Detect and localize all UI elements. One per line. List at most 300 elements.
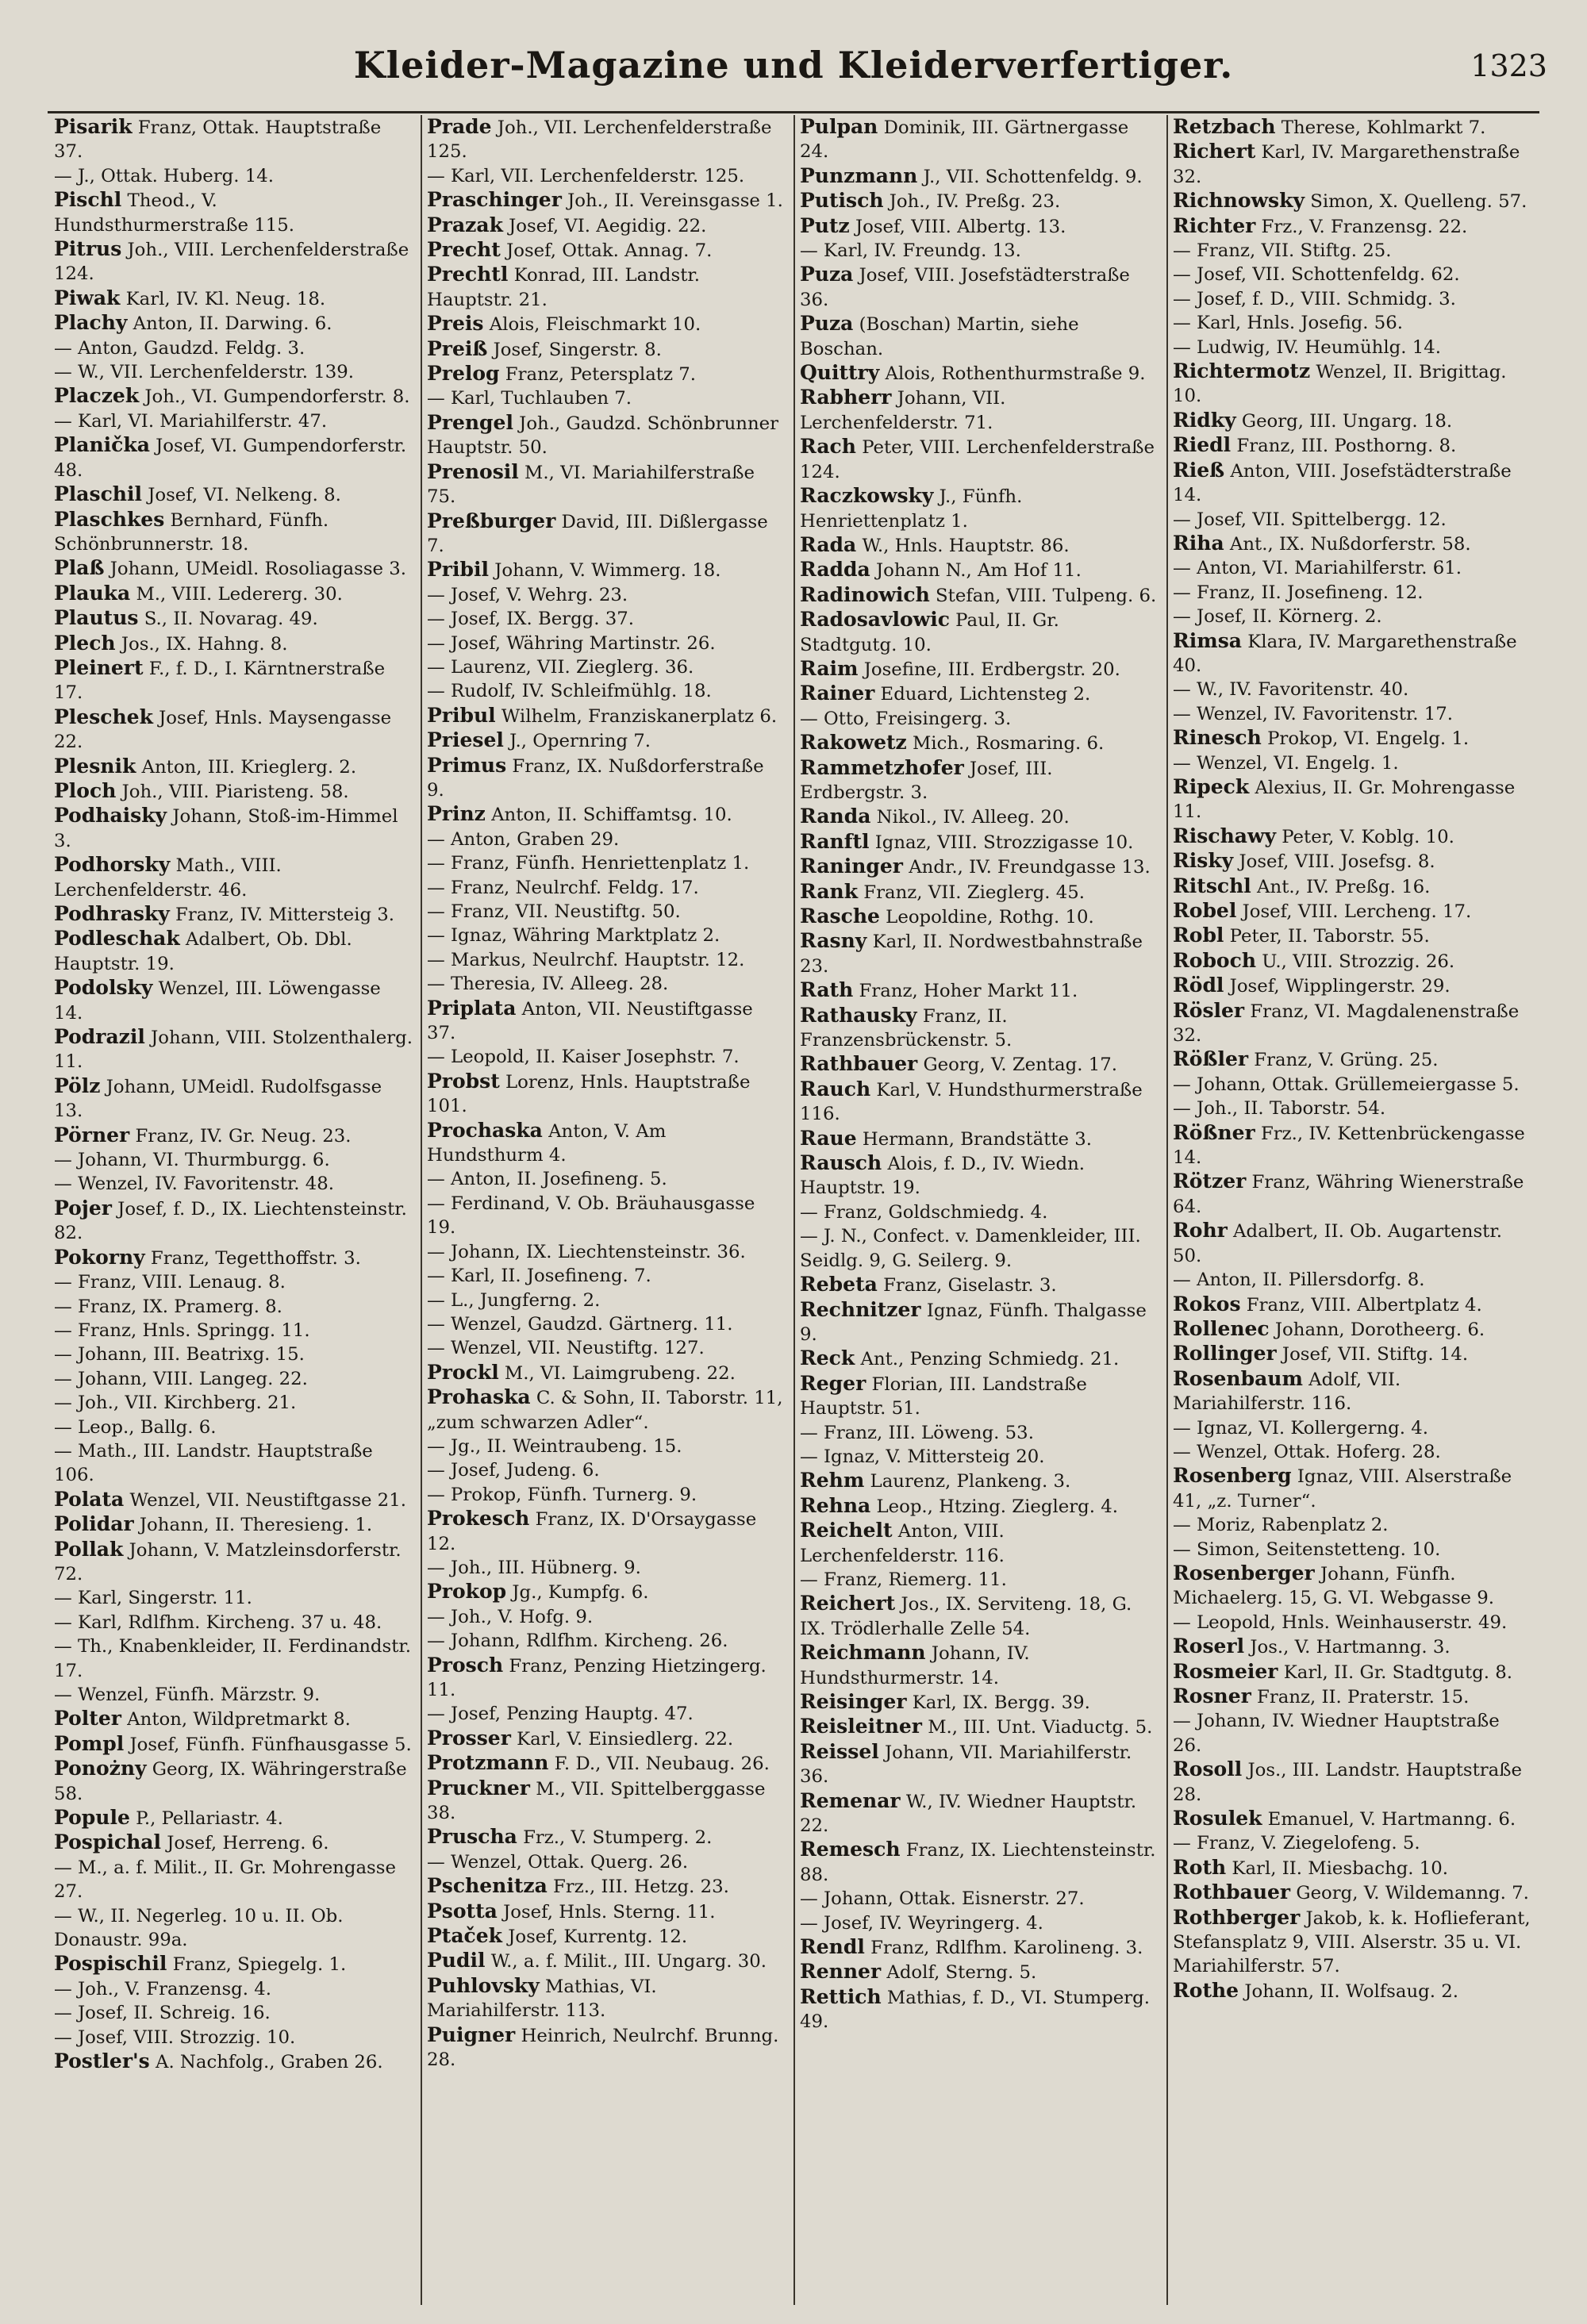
entry-name: Rausch [800,1151,882,1175]
entry-name: Pschenitza [427,1874,548,1898]
directory-entry [800,608,1159,657]
directory-entry [800,164,1159,189]
header-rule [48,111,1539,113]
entry-details: — Franz, Hnls. Springg. 11. [54,1319,310,1341]
entry-name: Rinesch [1173,726,1262,750]
directory-entry [800,1200,1159,1224]
directory-entry [427,997,786,1046]
entry-details: — Wenzel, IV. Favoritenstr. 17. [1173,703,1454,724]
entry-name: Rieß [1173,458,1225,482]
entry-details: — Jg., II. Weintraubeng. 15. [427,1435,682,1457]
directory-entry [800,1838,1159,1887]
entry-details: Ignaz, Fünfh. Thalgasse 9. [800,1300,1147,1345]
entry-name: Raninger [800,855,903,878]
directory-entry [1173,1170,1533,1219]
directory-entry [800,1789,1159,1838]
entry-name: Rauch [800,1077,871,1101]
entry-name: Rosulek [1173,1807,1262,1830]
entry-details: Joh., VIII. Lerchenfelderstraße 124. [54,240,409,285]
directory-entry [800,1372,1159,1421]
directory-entry [1173,1440,1533,1464]
entry-name: Placzek [54,384,140,408]
directory-entry [800,1641,1159,1690]
entry-details: F., f. D., I. Kärntnerstraße 17. [54,658,386,704]
entry-details: — Joh., III. Hübnerg. 9. [427,1557,641,1578]
entry-details: — Joh., II. Taborstr. 54. [1173,1098,1386,1120]
entry-name: Rößler [1173,1047,1249,1071]
entry-name: Prazak [427,213,503,236]
entry-details: Franz, IX. D'Orsaygasse 12. [427,1509,757,1554]
entry-name: Rosenberg [1173,1464,1292,1488]
entry-details: Ant., Penzing Schmiedg. 21. [855,1349,1120,1370]
entry-details: Ant., IV. Preßg. 16. [1251,876,1431,897]
entry-details: Franz, VII. Zieglerg. 45. [858,882,1085,903]
directory-entry [427,1777,786,1826]
entry-details: Eduard, Lichtensteg 2. [874,684,1091,705]
entry-name: Podhrasky [54,902,170,925]
directory-entry [54,1634,413,1683]
entry-name: Pospischil [54,1952,167,1976]
entry-details: — W., II. Negerleg. 10 u. II. Ob. Donaustr. 99a. [54,1905,344,1951]
entry-name: Postler's [54,2049,150,2073]
entry-details: Franz, Tegetthoffstr. 3. [144,1247,361,1269]
entry-details: Franz, IX. Nußdorferstraße 9. [427,755,764,801]
entry-name: Preßburger [427,509,556,532]
directory-entry [800,239,1159,263]
entry-details: Georg, V. Zentag. 17. [917,1054,1117,1076]
directory-entry [427,164,786,188]
entry-details: Adolf, VII. Mariahilferstr. 116. [1173,1369,1401,1415]
entry-name: Pulpan [800,115,878,138]
directory-entry [1173,1268,1533,1292]
directory-entry [427,1483,786,1507]
entry-details: Josef, Singerstr. 8. [487,339,662,360]
directory-entry [427,337,786,362]
entry-details: — Karl, Rdlfhm. Kircheng. 37 u. 48. [54,1611,382,1633]
directory-entry [54,1683,413,1707]
entry-details: Franz, Ottak. Hauptstraße 37. [54,117,382,163]
entry-details: Josef, VII. Stiftg. 14. [1276,1344,1469,1366]
entry-details: — Josef, Judeng. 6. [427,1460,600,1481]
directory-entry [427,238,786,263]
entry-name: Priplata [427,996,517,1020]
directory-entry [54,927,413,976]
directory-entry [54,656,413,705]
entry-details: — Josef, f. D., VIII. Schmidg. 3. [1173,288,1456,309]
entry-name: Prochaska [427,1118,543,1142]
entry-details: — Ludwig, IV. Heumühlg. 14. [1173,336,1441,358]
directory-entry [54,1416,413,1439]
directory-entry [427,754,786,803]
entry-name: Richter [1173,213,1256,237]
entry-details: — M., a. f. Milit., II. Gr. Mohrengasse 27. [54,1857,396,1903]
entry-name: Rollenec [1173,1316,1270,1340]
directory-entry [800,1690,1159,1715]
directory-entry [54,1707,413,1731]
entry-details: Franz, Penzing Hietzingerg. 11. [427,1655,767,1700]
directory-entry [54,1586,413,1610]
entry-details: — Leopold, II. Kaiser Josephstr. 7. [427,1047,740,1068]
entry-details: Jakob, k. k. Hoflieferant, Stefansplatz 9, VIII. Alserstr. 35 u. VI. Mariahilferstr. 57. [1173,1907,1531,1977]
entry-name: Reisleitner [800,1715,922,1738]
directory-entry [1173,1807,1533,1831]
entry-name: Pleinert [54,655,144,679]
entry-name: Prosch [427,1653,504,1677]
directory-entry [1173,1611,1533,1634]
entry-details: — Wenzel, VII. Neustiftg. 127. [427,1338,705,1359]
column-2 [422,115,795,2305]
directory-entry [1173,1219,1533,1268]
directory-entry [800,558,1159,582]
entry-details: Johann, VII. Mariahilferstr. 36. [800,1742,1132,1788]
entry-details: Ant., IX. Nußdorferstr. 58. [1224,533,1471,555]
directory-entry [1173,311,1533,335]
entry-details: — Karl, Tuchlauben 7. [427,388,632,409]
entry-details: — Joh., V. Franzensg. 4. [54,1978,272,1999]
entry-name: Plesnik [54,754,136,778]
entry-name: Pudil [427,1949,486,1973]
entry-details: Johann, UMeidl. Rosoliagasse 3. [104,559,407,580]
directory-entry [427,1949,786,1973]
directory-entry [1173,1121,1533,1170]
directory-entry [54,1343,413,1366]
directory-entry [1173,1660,1533,1684]
entry-details: Frz., IV. Kettenbrückengasse 14. [1173,1123,1525,1169]
directory-entry [1173,336,1533,359]
entry-details: Josef, VI. Gumpendorferstr. 48. [54,436,407,481]
entry-name: Robel [1173,899,1237,922]
directory-entry [1173,1979,1533,2003]
entry-details: Josef, Herreng. 6. [160,1833,329,1854]
entry-details: — Franz, V. Ziegelofeng. 5. [1173,1833,1420,1854]
directory-entry [1173,1880,1533,1905]
directory-entry [1173,824,1533,849]
entry-details: — Moriz, Rabenplatz 2. [1173,1515,1389,1536]
entry-details: Adalbert, Ob. Dbl. Hauptstr. 19. [54,929,352,974]
directory-entry [54,1806,413,1830]
entry-name: Rosner [1173,1684,1251,1707]
entry-details: Franz, IX. Liechtensteinstr. 88. [800,1840,1156,1885]
directory-entry [1173,999,1533,1048]
directory-entry [1173,214,1533,239]
directory-entry [54,2001,413,2025]
entry-name: Reichelt [800,1519,893,1542]
entry-name: Plauka [54,581,131,605]
directory-entry [427,1605,786,1629]
entry-name: Rokos [1173,1292,1241,1316]
entry-details: Florian, III. Landstraße Hauptstr. 51. [800,1373,1087,1419]
entry-details: — Johann, III. Beatrixg. 15. [54,1344,305,1366]
directory-entry [800,1077,1159,1127]
entry-details: — W., IV. Favoritenstr. 40. [1173,679,1409,701]
directory-entry [54,1757,413,1806]
entry-details: — Johann, Rdlfhm. Kircheng. 26. [427,1631,728,1652]
entry-name: Rödl [1173,974,1224,997]
entry-details: A. Nachfolg., Graben 26. [149,2052,383,2073]
directory-entry [427,1507,786,1556]
entry-details: Frz., III. Hetzg. 23. [547,1876,729,1898]
entry-details: Heinrich, Neulrchf. Brunng. 28. [427,2025,779,2071]
entry-details: Franz, VI. Magdalenenstraße 32. [1173,1001,1520,1047]
entry-details: M., VII. Spittelberggasse 38. [427,1778,766,1824]
entry-name: Rammetzhofer [800,755,964,779]
directory-entry [1173,409,1533,433]
entry-details: Josefine, III. Erdbergstr. 20. [858,659,1120,680]
entry-name: Polata [54,1487,125,1511]
directory-entry [427,1874,786,1899]
entry-details: — Josef, IV. Weyringerg. 4. [800,1912,1043,1934]
entry-details: Anton, V. Am Hundsthurm 4. [427,1120,667,1166]
entry-details: Josef, VIII. Josefstädterstraße 36. [800,265,1130,310]
entry-details: Mathias, VI. Mariahilferstr. 113. [427,1976,657,2022]
directory-entry [1173,1906,1533,1979]
directory-entry [54,1270,413,1294]
entry-details: Paul, II. Gr. Stadtgutg. 10. [800,610,1059,655]
entry-details: C. & Sohn, II. Taborstr. 11, „zum schwarzen Adler“. [427,1388,783,1433]
directory-entry [54,1295,413,1319]
directory-entry [54,1732,413,1757]
entry-details: Konrad, III. Landstr. Hauptstr. 21. [427,265,700,310]
entry-details: — Prokop, Fünfh. Turnerg. 9. [427,1484,697,1505]
directory-entry [427,728,786,753]
entry-details: Josef, Kurrentg. 12. [502,1926,688,1948]
entry-name: Prohaska [427,1385,531,1409]
directory-entry [1173,1634,1533,1659]
entry-details: Georg, IX. Währingerstraße 58. [54,1759,407,1804]
entry-details: — Anton, Gaudzd. Feldg. 3. [54,337,305,359]
entry-details: Johann, II. Wolfsaug. 2. [1239,1980,1458,2002]
entry-details: Frz., V. Franzensg. 22. [1255,216,1468,237]
entry-details: — Leopold, Hnls. Weinhauserstr. 49. [1173,1611,1508,1633]
directory-entry [54,2049,413,2074]
entry-details: Therese, Kohlmarkt 7. [1275,117,1486,138]
entry-name: Rendl [800,1935,865,1959]
entry-details: Franz, Spiegelg. 1. [167,1954,347,1976]
directory-entry [1173,1561,1533,1611]
entry-details: Franz, Giselastr. 3. [877,1275,1057,1296]
entry-name: Rada [800,532,857,556]
directory-entry [1173,1416,1533,1440]
entry-name: Pollak [54,1537,124,1561]
entry-name: Polidar [54,1512,134,1536]
entry-details: Andr., IV. Freundgasse 13. [902,857,1151,878]
directory-entry [427,2023,786,2072]
entry-name: Plaschkes [54,507,165,531]
entry-details: Simon, X. Quelleng. 57. [1304,191,1527,213]
directory-entry [54,1148,413,1172]
directory-entry [427,1556,786,1580]
directory-entry [54,1439,413,1488]
directory-entry [54,286,413,311]
directory-entry [800,1494,1159,1519]
directory-entry [54,433,413,482]
entry-name: Prockl [427,1360,499,1384]
directory-entry [800,214,1159,239]
entry-details: Franz, IV. Gr. Neug. 23. [129,1125,352,1147]
directory-entry [427,655,786,679]
entry-details: Peter, VIII. Lerchenfelderstraße 124. [800,437,1155,482]
directory-entry [800,731,1159,755]
entry-details: Franz, II. Praterstr. 15. [1251,1687,1470,1707]
directory-entry [1173,849,1533,874]
entry-name: Richtermotz [1173,359,1311,383]
page-number: 1323 [1470,48,1547,83]
directory-entry [427,1924,786,1949]
directory-entry [1173,189,1533,213]
directory-entry [54,311,413,336]
entry-name: Rothberger [1173,1905,1301,1929]
directory-entry [54,804,413,853]
entry-name: Prokesch [427,1507,530,1531]
entry-name: Risky [1173,849,1234,873]
directory-entry [1173,239,1533,263]
entry-name: Pleschek [54,705,153,728]
directory-entry [54,1319,413,1343]
entry-name: Rosoll [1173,1757,1243,1781]
directory-entry [1173,899,1533,924]
entry-details: Emanuel, V. Hartmanng. 6. [1262,1809,1516,1830]
directory-entry [1173,1367,1533,1416]
directory-entry [800,263,1159,312]
directory-entry [800,1469,1159,1493]
entry-name: Protzmann [427,1751,549,1775]
entry-name: Pitrus [54,237,122,261]
entry-details: Alois, f. D., IV. Wiedn. Hauptstr. 19. [800,1154,1086,1199]
entry-details: Josef, Hnls. Maysengasse 22. [54,707,392,753]
entry-name: Plautus [54,606,139,630]
entry-name: Pörner [54,1123,130,1147]
entry-name: Preis [427,312,484,336]
directory-entry [800,1592,1159,1641]
entry-details: Math., VIII. Lerchenfelderstr. 46. [54,855,282,901]
entry-details: — Anton, II. Josefineng. 5. [427,1169,667,1190]
entry-details: — L., Jungferng. 2. [427,1289,601,1311]
directory-entry [1173,678,1533,701]
entry-details: — Th., Knabenkleider, II. Ferdinandstr. 17. [54,1636,411,1681]
entry-details: Josef, VI. Nelkeng. 8. [141,485,341,506]
directory-entry [54,360,413,384]
entry-details: Hermann, Brandstätte 3. [856,1128,1093,1150]
directory-entry [800,1052,1159,1077]
entry-name: Psotta [427,1899,498,1923]
directory-entry [427,1289,786,1312]
entry-details: Frz., V. Stumperg. 2. [517,1827,713,1849]
entry-details: M., VI. Laimgrubeng. 22. [498,1362,736,1384]
entry-name: Rabherr [800,386,892,409]
entry-details: — Math., III. Landstr. Hauptstraße 106. [54,1440,373,1486]
entry-name: Rosmeier [1173,1659,1278,1683]
entry-name: Rothbauer [1173,1880,1291,1904]
directory-entry [427,1974,786,2023]
entry-name: Rasny [800,929,867,953]
directory-entry [1173,1856,1533,1880]
entry-name: Remenar [800,1788,901,1812]
entry-name: Plaß [54,556,105,580]
entry-details: — Ignaz, VI. Kollergerng. 4. [1173,1417,1428,1439]
directory-entry [800,1346,1159,1371]
directory-entry [54,164,413,188]
directory-entry [54,1830,413,1855]
directory-entry [427,851,786,875]
directory-entry [427,828,786,851]
entry-details: P., Pellariastr. 4. [129,1808,283,1830]
entry-details: Wenzel, VII. Neustiftgasse 21. [124,1489,406,1511]
entry-name: Raim [800,656,859,680]
entry-details: Johann, VIII. Stolzenthalerg. 11. [54,1028,413,1073]
directory-entry [1173,605,1533,628]
entry-name: Retzbach [1173,115,1276,138]
entry-details: — Josef, VII. Schottenfeldg. 62. [1173,264,1460,286]
entry-details: — Franz, Fünfh. Henriettenplatz 1. [427,853,750,874]
directory-entry [800,905,1159,929]
entry-details: Josef, VI. Aegidig. 22. [502,215,707,236]
entry-name: Raue [800,1126,857,1150]
entry-details: Johann, Dorotheerg. 6. [1269,1319,1485,1340]
directory-entry [427,1336,786,1360]
entry-details: — J., Ottak. Huberg. 14. [54,165,274,186]
page-header [0,44,1587,107]
directory-entry [427,411,786,460]
entry-name: Preiß [427,336,488,360]
directory-entry [1173,359,1533,409]
directory-entry [427,632,786,655]
directory-entry [427,1312,786,1336]
directory-entry [800,978,1159,1003]
directory-entry [54,902,413,927]
directory-entry [54,976,413,1025]
entry-details: — Otto, Freisingerg. 3. [800,708,1012,729]
entry-details: W., IV. Wiedner Hauptstr. 22. [800,1791,1137,1837]
entry-details: — Josef, IX. Bergg. 37. [427,609,635,630]
column-1 [49,115,422,2305]
entry-name: Reissel [800,1739,879,1763]
entry-details: Jos., V. Hartmanng. 3. [1244,1637,1451,1658]
entry-name: Quittry [800,361,880,385]
directory-entry [54,409,413,433]
directory-entry [1173,581,1533,605]
entry-details: Jg., Kumpfg. 6. [506,1582,649,1604]
entry-details: F. D., VII. Neubaug. 26. [548,1754,770,1775]
directory-entry [427,1264,786,1288]
directory-entry [54,508,413,557]
directory-entry [1173,532,1533,556]
entry-details: — Johann, Ottak. Eisnerstr. 27. [800,1888,1085,1910]
directory-entry [54,606,413,631]
directory-entry [1173,1047,1533,1072]
entry-name: Puza [800,263,854,286]
directory-entry [800,657,1159,682]
entry-details: Joh., II. Vereinsgasse 1. [561,190,783,212]
entry-name: Rebeta [800,1273,878,1296]
directory-entry [1173,1317,1533,1342]
directory-entry [1173,1684,1533,1709]
directory-entry [1173,508,1533,532]
directory-entry [1173,924,1533,948]
entry-name: Pisarik [54,115,133,138]
directory-entry [54,1512,413,1537]
entry-details: Alexius, II. Gr. Mohrengasse 11. [1173,777,1516,823]
entry-name: Ploch [54,778,117,802]
directory-entry [54,336,413,360]
entry-details: Mich., Rosmaring. 6. [906,733,1105,755]
entry-details: — Karl, VI. Mariahilferstr. 47. [54,410,328,432]
entry-details: Josef, Fünfh. Fünfhausgasse 5. [124,1734,412,1755]
directory-entry [800,1935,1159,1960]
entry-name: Roth [1173,1855,1227,1879]
directory-entry [800,682,1159,706]
directory-entry [800,1740,1159,1789]
entry-details: Karl, IX. Bergg. 39. [906,1692,1090,1713]
